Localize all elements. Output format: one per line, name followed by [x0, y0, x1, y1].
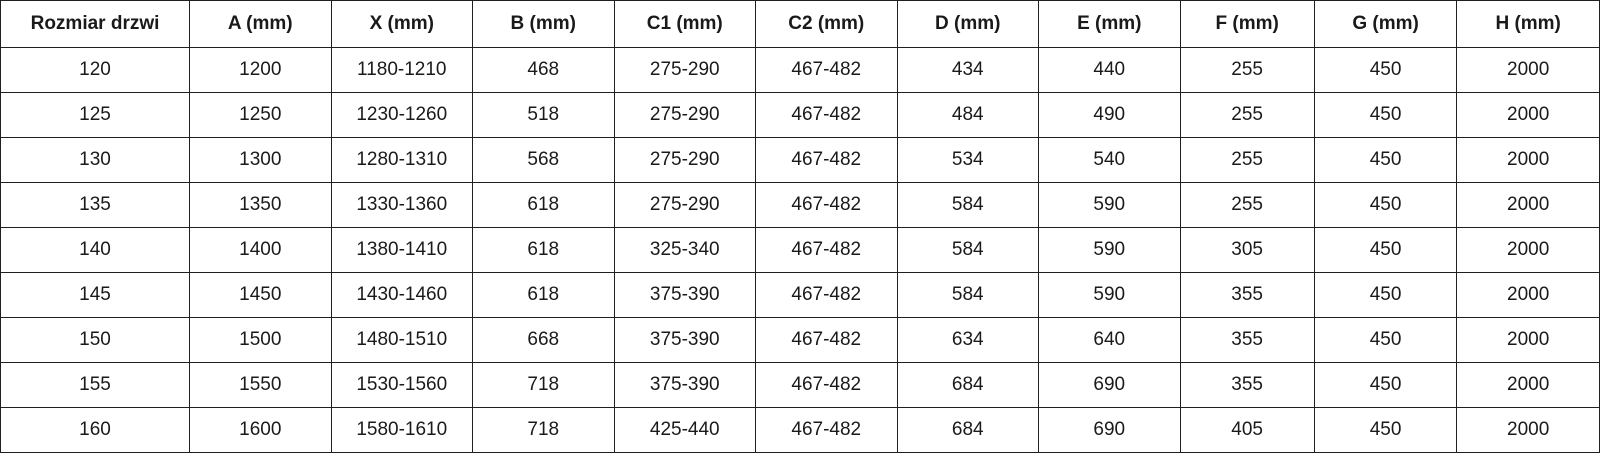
cell-c1: 375-390 [614, 273, 756, 318]
cell-c2: 467-482 [756, 138, 898, 183]
cell-d: 534 [897, 138, 1039, 183]
cell-h: 2000 [1457, 273, 1600, 318]
cell-c2: 467-482 [756, 48, 898, 93]
table-header [1, 1, 1600, 48]
cell-g: 450 [1314, 318, 1457, 363]
cell-door-size: 150 [1, 318, 190, 363]
column-header-d: D (mm) [897, 1, 1039, 48]
table-row [1, 318, 1600, 363]
cell-g: 450 [1314, 138, 1457, 183]
cell-b: 668 [473, 318, 615, 363]
cell-door-size: 155 [1, 363, 190, 408]
cell-h: 2000 [1457, 138, 1600, 183]
cell-d: 484 [897, 93, 1039, 138]
cell-door-size: 120 [1, 48, 190, 93]
cell-c1: 275-290 [614, 93, 756, 138]
cell-c2: 467-482 [756, 228, 898, 273]
cell-c2: 467-482 [756, 408, 898, 453]
cell-c1: 375-390 [614, 363, 756, 408]
cell-f: 355 [1180, 318, 1314, 363]
table-row [1, 138, 1600, 183]
column-header-a: A (mm) [190, 1, 332, 48]
cell-f: 255 [1180, 138, 1314, 183]
cell-e: 690 [1039, 363, 1181, 408]
cell-f: 255 [1180, 48, 1314, 93]
column-header-b: B (mm) [473, 1, 615, 48]
cell-x: 1580-1610 [331, 408, 473, 453]
cell-g: 450 [1314, 273, 1457, 318]
cell-h: 2000 [1457, 93, 1600, 138]
cell-e: 690 [1039, 408, 1181, 453]
cell-c2: 467-482 [756, 318, 898, 363]
cell-h: 2000 [1457, 363, 1600, 408]
cell-f: 355 [1180, 363, 1314, 408]
cell-a: 1400 [190, 228, 332, 273]
cell-e: 540 [1039, 138, 1181, 183]
cell-door-size: 125 [1, 93, 190, 138]
cell-f: 255 [1180, 183, 1314, 228]
cell-x: 1530-1560 [331, 363, 473, 408]
cell-b: 568 [473, 138, 615, 183]
cell-h: 2000 [1457, 48, 1600, 93]
cell-b: 618 [473, 228, 615, 273]
cell-e: 590 [1039, 273, 1181, 318]
column-header-x: X (mm) [331, 1, 473, 48]
column-header-h: H (mm) [1457, 1, 1600, 48]
cell-b: 718 [473, 408, 615, 453]
table-row [1, 48, 1600, 93]
cell-d: 684 [897, 408, 1039, 453]
cell-a: 1200 [190, 48, 332, 93]
table-row [1, 183, 1600, 228]
cell-e: 590 [1039, 183, 1181, 228]
cell-d: 584 [897, 228, 1039, 273]
cell-x: 1230-1260 [331, 93, 473, 138]
cell-a: 1300 [190, 138, 332, 183]
cell-f: 405 [1180, 408, 1314, 453]
cell-c2: 467-482 [756, 183, 898, 228]
cell-a: 1600 [190, 408, 332, 453]
cell-x: 1480-1510 [331, 318, 473, 363]
cell-door-size: 160 [1, 408, 190, 453]
cell-door-size: 140 [1, 228, 190, 273]
cell-c1: 275-290 [614, 48, 756, 93]
cell-e: 590 [1039, 228, 1181, 273]
cell-b: 718 [473, 363, 615, 408]
table-row [1, 273, 1600, 318]
cell-a: 1450 [190, 273, 332, 318]
cell-door-size: 145 [1, 273, 190, 318]
cell-h: 2000 [1457, 228, 1600, 273]
cell-door-size: 135 [1, 183, 190, 228]
column-header-c2: C2 (mm) [756, 1, 898, 48]
cell-x: 1380-1410 [331, 228, 473, 273]
cell-x: 1180-1210 [331, 48, 473, 93]
cell-a: 1500 [190, 318, 332, 363]
table-row [1, 408, 1600, 453]
cell-c2: 467-482 [756, 363, 898, 408]
cell-b: 618 [473, 183, 615, 228]
cell-door-size: 130 [1, 138, 190, 183]
cell-c2: 467-482 [756, 93, 898, 138]
column-header-g: G (mm) [1314, 1, 1457, 48]
cell-g: 450 [1314, 183, 1457, 228]
table-body [1, 48, 1600, 453]
cell-h: 2000 [1457, 318, 1600, 363]
cell-c1: 275-290 [614, 138, 756, 183]
cell-c1: 375-390 [614, 318, 756, 363]
cell-d: 634 [897, 318, 1039, 363]
cell-x: 1330-1360 [331, 183, 473, 228]
cell-c1: 275-290 [614, 183, 756, 228]
table-row [1, 363, 1600, 408]
cell-a: 1350 [190, 183, 332, 228]
table-row [1, 93, 1600, 138]
cell-h: 2000 [1457, 183, 1600, 228]
cell-d: 584 [897, 273, 1039, 318]
cell-b: 468 [473, 48, 615, 93]
cell-b: 618 [473, 273, 615, 318]
column-header-e: E (mm) [1039, 1, 1181, 48]
cell-c2: 467-482 [756, 273, 898, 318]
cell-x: 1280-1310 [331, 138, 473, 183]
cell-c1: 325-340 [614, 228, 756, 273]
cell-c1: 425-440 [614, 408, 756, 453]
cell-e: 440 [1039, 48, 1181, 93]
cell-f: 255 [1180, 93, 1314, 138]
cell-g: 450 [1314, 363, 1457, 408]
cell-a: 1250 [190, 93, 332, 138]
cell-g: 450 [1314, 48, 1457, 93]
column-header-f: F (mm) [1180, 1, 1314, 48]
cell-h: 2000 [1457, 408, 1600, 453]
table-row [1, 228, 1600, 273]
column-header-c1: C1 (mm) [614, 1, 756, 48]
cell-d: 584 [897, 183, 1039, 228]
cell-e: 640 [1039, 318, 1181, 363]
cell-g: 450 [1314, 408, 1457, 453]
cell-a: 1550 [190, 363, 332, 408]
column-header-door-size: Rozmiar drzwi [1, 1, 190, 48]
cell-g: 450 [1314, 228, 1457, 273]
cell-d: 434 [897, 48, 1039, 93]
cell-g: 450 [1314, 93, 1457, 138]
cell-f: 305 [1180, 228, 1314, 273]
cell-b: 518 [473, 93, 615, 138]
cell-f: 355 [1180, 273, 1314, 318]
cell-x: 1430-1460 [331, 273, 473, 318]
cell-d: 684 [897, 363, 1039, 408]
cell-e: 490 [1039, 93, 1181, 138]
table-header-row [1, 1, 1600, 48]
